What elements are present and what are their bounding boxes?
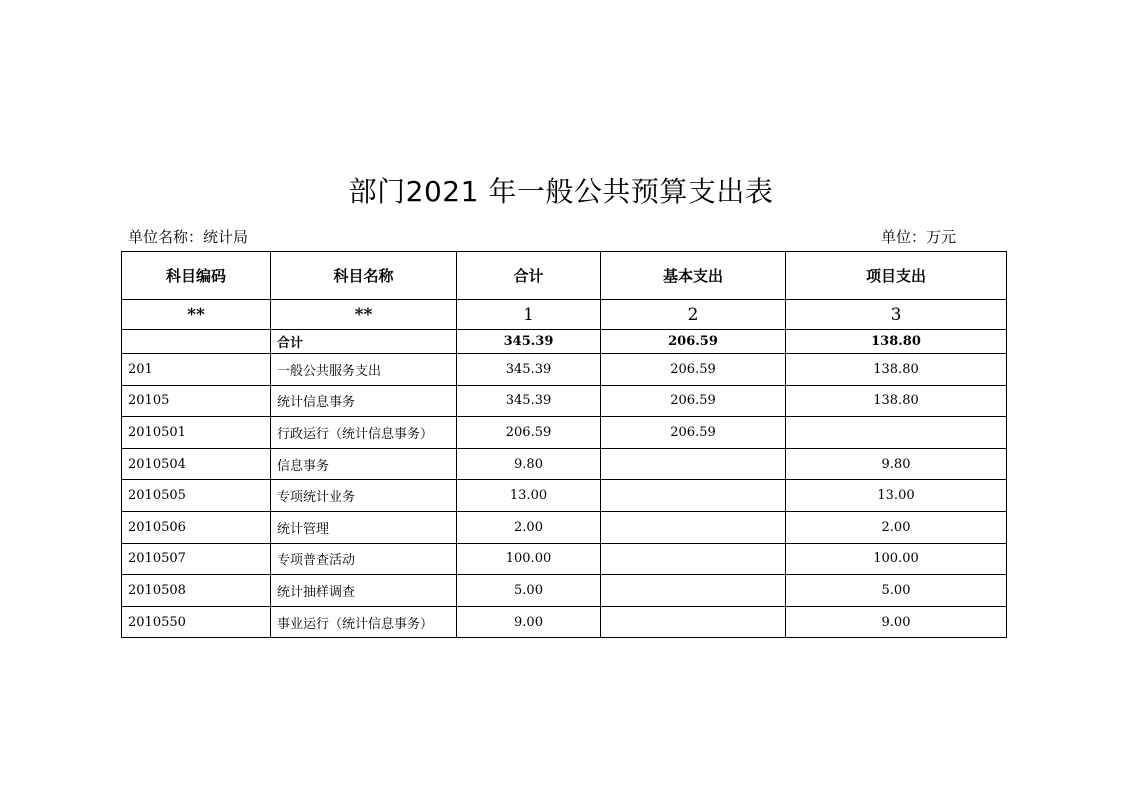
total-basic: 206.59 [601, 330, 786, 354]
project-cell: 2.00 [786, 511, 1007, 543]
total-total: 345.39 [457, 330, 601, 354]
basic-cell [601, 448, 786, 480]
total-cell: 2.00 [457, 511, 601, 543]
index-row [122, 300, 1007, 330]
table-row [122, 606, 1007, 638]
code-cell: 2010550 [122, 606, 271, 638]
total-cell: 9.00 [457, 606, 601, 638]
basic-cell: 206.59 [601, 385, 786, 417]
total-cell: 13.00 [457, 480, 601, 512]
code-cell: 2010507 [122, 543, 271, 575]
name-cell: 统计管理 [271, 511, 457, 543]
basic-cell [601, 606, 786, 638]
code-cell: 2010508 [122, 575, 271, 607]
project-cell [786, 417, 1007, 449]
header-project: 项目支出 [786, 252, 1007, 300]
table-row [122, 417, 1007, 449]
page-title: 部门2021 年一般公共预算支出表 [348, 175, 774, 208]
total-row [122, 330, 1007, 354]
total-label: 合计 [271, 330, 457, 354]
total-code [122, 330, 271, 354]
index-cell: 3 [786, 300, 1007, 330]
index-cell: ** [271, 300, 457, 330]
project-cell: 13.00 [786, 480, 1007, 512]
header-basic: 基本支出 [601, 252, 786, 300]
total-cell: 206.59 [457, 417, 601, 449]
name-cell: 信息事务 [271, 448, 457, 480]
code-cell: 2010505 [122, 480, 271, 512]
project-cell: 100.00 [786, 543, 1007, 575]
project-cell: 9.00 [786, 606, 1007, 638]
table-row [122, 448, 1007, 480]
basic-cell: 206.59 [601, 417, 786, 449]
code-cell: 2010506 [122, 511, 271, 543]
code-cell: 201 [122, 354, 271, 386]
code-cell: 2010501 [122, 417, 271, 449]
header-total: 合计 [457, 252, 601, 300]
basic-cell [601, 543, 786, 575]
basic-cell: 206.59 [601, 354, 786, 386]
table-row [122, 354, 1007, 386]
table-row [122, 480, 1007, 512]
table-row [122, 511, 1007, 543]
table-row [122, 385, 1007, 417]
total-cell: 9.80 [457, 448, 601, 480]
index-cell: ** [122, 300, 271, 330]
index-cell: 2 [601, 300, 786, 330]
name-cell: 专项普查活动 [271, 543, 457, 575]
name-cell: 专项统计业务 [271, 480, 457, 512]
project-cell: 138.80 [786, 385, 1007, 417]
code-cell: 20105 [122, 385, 271, 417]
name-cell: 统计抽样调查 [271, 575, 457, 607]
code-cell: 2010504 [122, 448, 271, 480]
basic-cell [601, 480, 786, 512]
basic-cell [601, 575, 786, 607]
header-row [122, 252, 1007, 300]
project-cell: 138.80 [786, 354, 1007, 386]
project-cell: 5.00 [786, 575, 1007, 607]
project-cell: 9.80 [786, 448, 1007, 480]
total-cell: 345.39 [457, 354, 601, 386]
name-cell: 统计信息事务 [271, 385, 457, 417]
table-row [122, 575, 1007, 607]
budget-table [121, 251, 1007, 638]
header-code: 科目编码 [122, 252, 271, 300]
total-cell: 5.00 [457, 575, 601, 607]
total-cell: 345.39 [457, 385, 601, 417]
table-row [122, 543, 1007, 575]
index-cell: 1 [457, 300, 601, 330]
total-project: 138.80 [786, 330, 1007, 354]
name-cell: 事业运行（统计信息事务） [271, 606, 457, 638]
name-cell: 一般公共服务支出 [271, 354, 457, 386]
basic-cell [601, 511, 786, 543]
unit-label: 单位：万元 [881, 228, 957, 246]
name-cell: 行政运行（统计信息事务） [271, 417, 457, 449]
total-cell: 100.00 [457, 543, 601, 575]
header-name: 科目名称 [271, 252, 457, 300]
unit-name-label: 单位名称：统计局 [128, 228, 249, 246]
